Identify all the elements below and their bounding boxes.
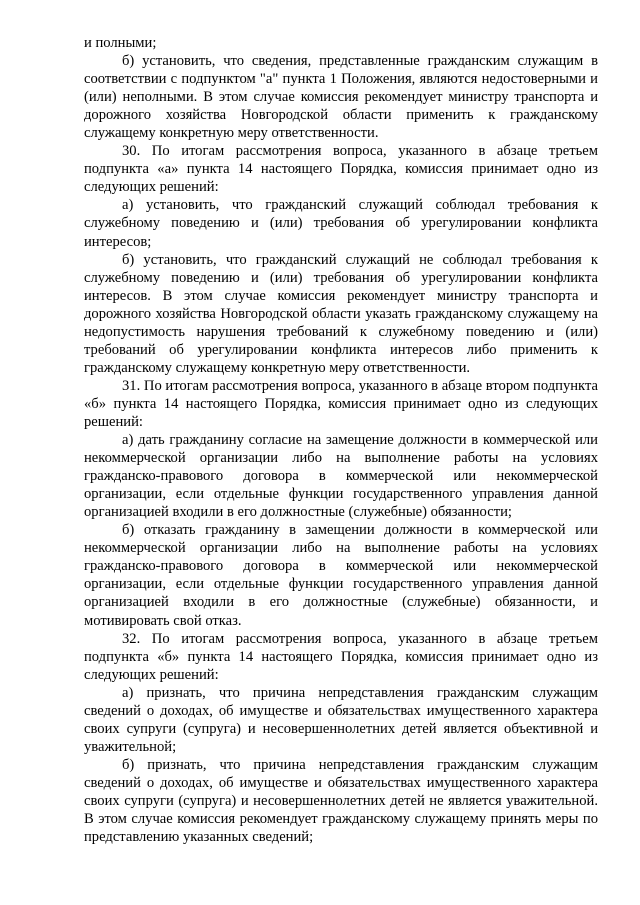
paragraph-section-32: 32. По итогам рассмотрения вопроса, указанного в абзаце третьем подпункта «б» пункта 14 настоящего Порядка, комиссия принимает одно из следующих решений: xyxy=(84,630,598,683)
paragraph-section-31: 31. По итогам рассмотрения вопроса, указанного в абзаце втором подпункта «б» пункта 14 настоящего Порядка, комиссия принимает одно из следующих решений: xyxy=(84,377,598,430)
paragraph-section-31-item-a: а) дать гражданину согласие на замещение должности в коммерческой или некоммерческой организации либо на выполнение работы на условиях гражданско-правового договора в коммерческой или некоммерческой организации, если отдельные функции государственного управления данной организацией входили в его должностные (служебные) обязанности; xyxy=(84,432,598,521)
paragraph-section-30-item-b: б) установить, что гражданский служащий не соблюдал требования к служебному поведению и (или) требования об урегулировании конфликта интересов. В этом случае комиссия рекомендует министру транспорта и дорожного хозяйства Новгородской области указать гражданскому служащему на недопустимость нарушения требований к служебному поведению и (или) требований об урегулировании конфликта интересов либо применить к гражданскому служащему конкретную меру ответственности. xyxy=(84,251,598,376)
paragraph-section-31-item-b: б) отказать гражданину в замещении должности в коммерческой или некоммерческой организации либо на выполнение работы на условиях гражданско-правового договора в коммерческой или некоммерческой организации, если отдельные функции государственного управления данной организацией входили в его должностные (служебные) обязанности, и мотивировать свой отказ. xyxy=(84,522,598,629)
paragraph-section-30: 30. По итогам рассмотрения вопроса, указанного в абзаце третьем подпункта «а» пункта 14 настоящего Порядка, комиссия принимает одно из следующих решений: xyxy=(84,143,598,196)
paragraph-section-32-item-b: б) признать, что причина непредставления гражданским служащим сведений о доходах, об имуществе и обязательствах имущественного характера своих супруги (супруга) и несовершеннолетних детей не является уважительной. В этом случае комиссия рекомендует гражданскому служащему принять меры по представлению указанных сведений; xyxy=(84,756,598,846)
paragraph-continuation: и полными; xyxy=(84,35,157,51)
paragraph-section-32-item-a: а) признать, что причина непредставления гражданским служащим сведений о доходах, об имуществе и обязательствах имущественного характера своих супруги (супруга) и несовершеннолетних детей является объективной и уважительной; xyxy=(84,684,598,755)
paragraph-item-b-unreliable-info: б) установить, что сведения, представленные гражданским служащим в соответствии с подпунктом "а" пункта 1 Положения, являются недостоверными и (или) неполными. В этом случае комиссия рекомендует министру транспорта и дорожного хозяйства Новгородской области применить к гражданскому служащему конкретную меру ответственности. xyxy=(84,53,598,142)
paragraph-section-30-item-a: а) установить, что гражданский служащий соблюдал требования к служебному поведению и (или) требования об урегулировании конфликта интересов; xyxy=(84,197,598,250)
document-page xyxy=(84,34,598,846)
